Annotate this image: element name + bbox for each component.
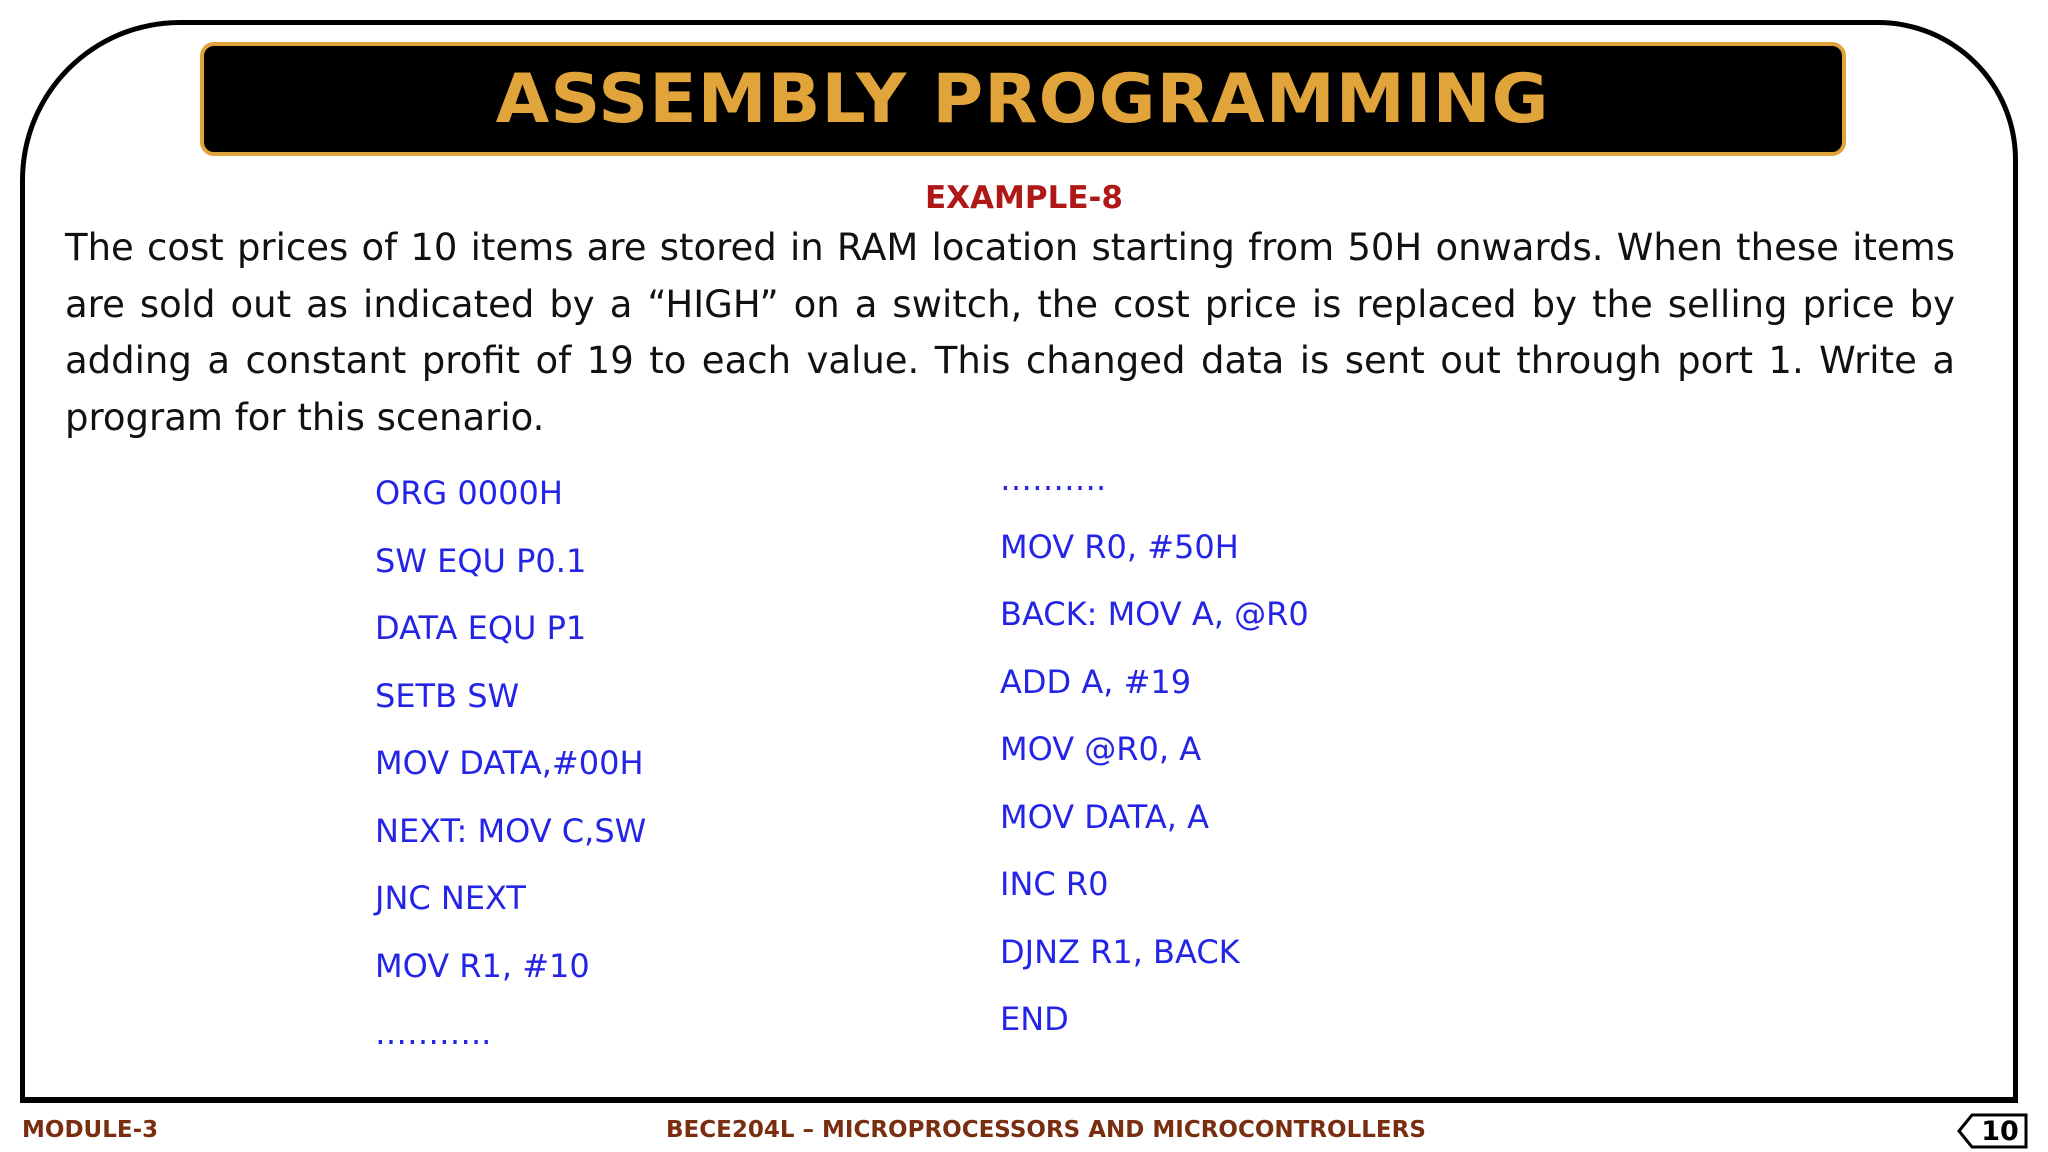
code-line: ADD A, #19 — [1000, 662, 1192, 701]
footer-course-title: BECE204L – MICROPROCESSORS AND MICROCONTROLLERS — [666, 1117, 1426, 1143]
code-column-right — [1000, 446, 1309, 1054]
code-line: BACK: MOV A, @R0 — [1000, 595, 1309, 633]
example-label: EXAMPLE-8 — [924, 180, 1123, 216]
code-line: MOV R0, #50H — [1000, 527, 1239, 566]
footer-module: MODULE-3 — [22, 1117, 159, 1143]
code-line: JNC NEXT — [375, 879, 526, 917]
code-line: DATA EQU P1 — [375, 609, 587, 647]
page-number: 10 — [1981, 1116, 2019, 1147]
code-line: SW EQU P0.1 — [375, 541, 587, 580]
title-bar — [200, 42, 1846, 156]
code-line: MOV DATA,#00H — [375, 744, 644, 782]
problem-statement: The cost prices of 10 items are stored in RAM location starting from 50H onwards. When these items are sold out as indicated by a “HIGH” on a switch, the cost price is replaced by the selling price by adding a constant profit of 19 to each value. This changed data is sent out through port 1. Write a program for this scenario. — [65, 226, 1955, 439]
code-line: ORG 0000H — [375, 474, 563, 512]
code-line: MOV DATA, A — [1000, 797, 1209, 836]
code-column-left — [375, 460, 646, 1068]
page-number-badge — [1956, 1112, 2028, 1150]
code-line: END — [1000, 1000, 1069, 1038]
code-line: ……….. — [375, 1014, 492, 1052]
code-line: NEXT: MOV C,SW — [375, 811, 647, 850]
code-line: INC R0 — [1000, 865, 1109, 903]
code-line: DJNZ R1, BACK — [1000, 932, 1240, 971]
code-line: MOV @R0, A — [1000, 730, 1202, 768]
code-line: ………. — [1000, 460, 1107, 498]
slide-title: ASSEMBLY PROGRAMMING — [496, 59, 1550, 139]
code-line: SETB SW — [375, 676, 520, 715]
code-line: MOV R1, #10 — [375, 946, 590, 985]
